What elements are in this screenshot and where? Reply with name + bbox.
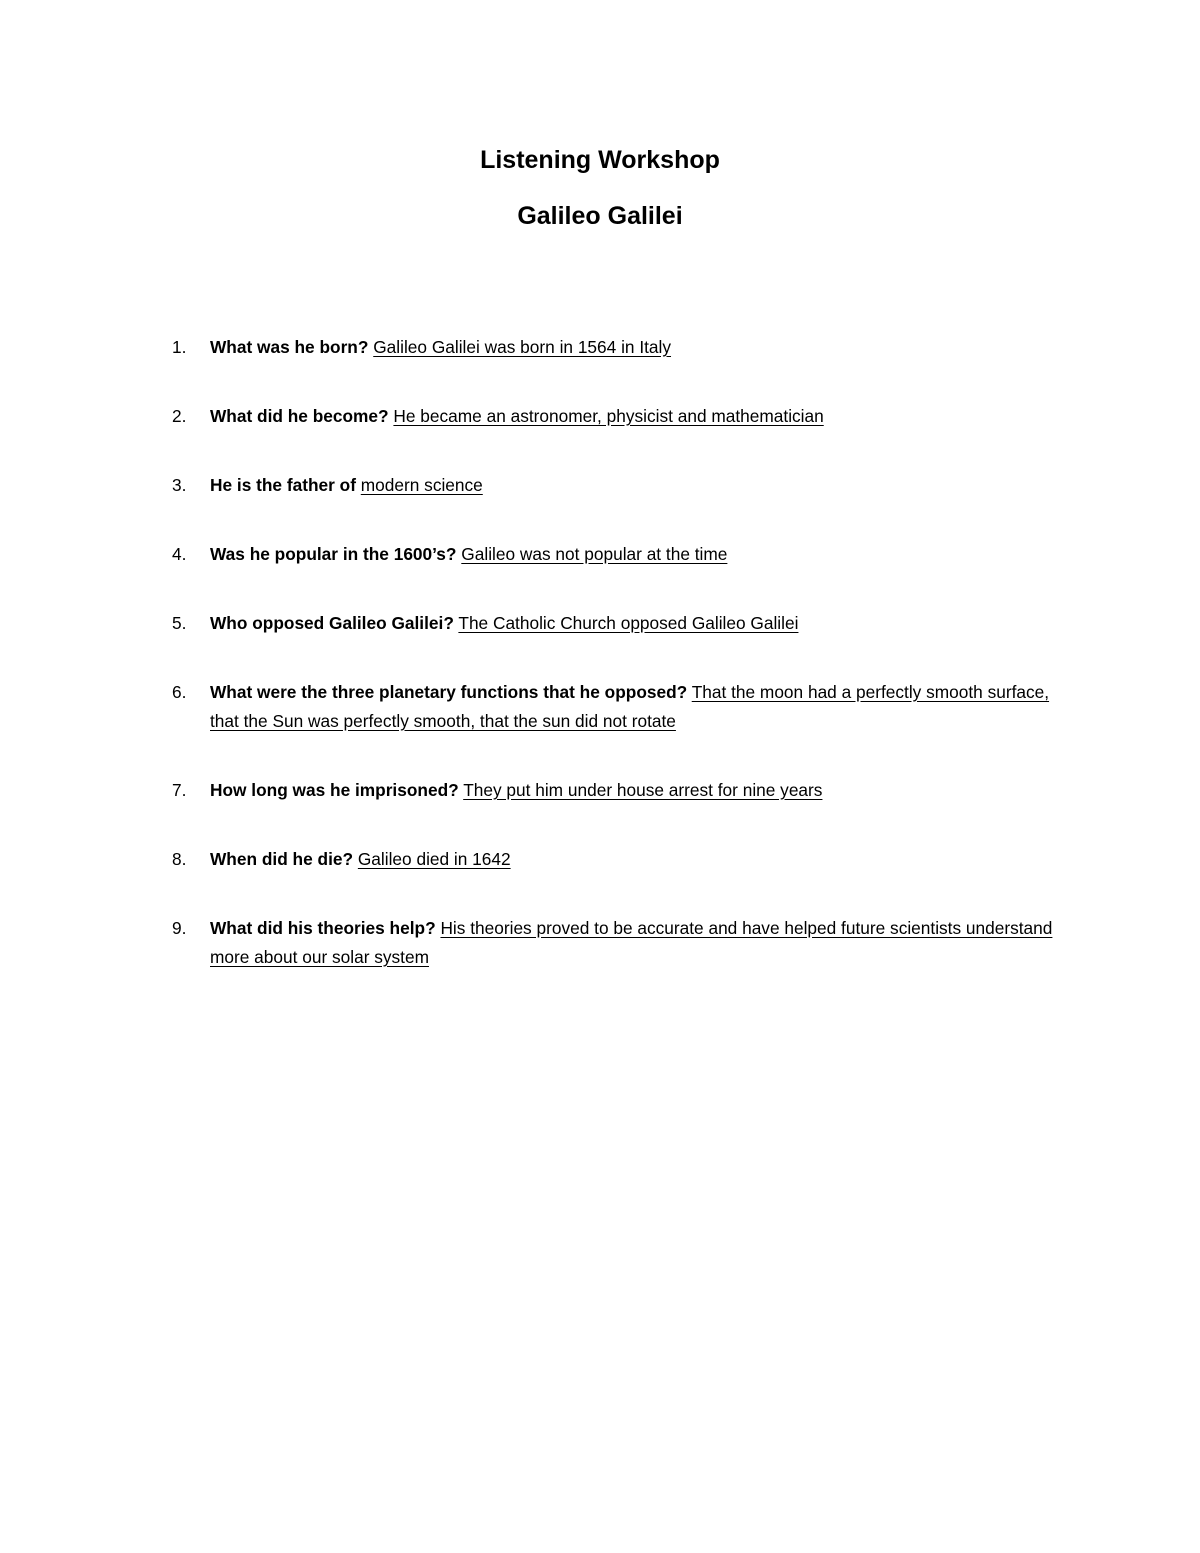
item-number: 8. [172, 849, 187, 869]
answer-text: modern science [360, 475, 483, 495]
question-item [172, 914, 1072, 972]
question-item [172, 678, 1072, 736]
answer-text: His theories proved to be accurate and have helped future scientists understand more about our solar system [210, 918, 1053, 967]
item-number: 4. [172, 544, 187, 564]
question-text: When did he die? [210, 849, 354, 869]
answer-text: They put him under house arrest for nine years [463, 780, 823, 800]
question-text: How long was he imprisoned? [210, 780, 459, 800]
item-number: 3. [172, 475, 187, 495]
item-number: 6. [172, 682, 187, 702]
question-item [172, 471, 1072, 500]
answer-text: Galileo Galilei was born in 1564 in Italy [373, 337, 672, 357]
question-item [172, 776, 1072, 805]
item-number: 1. [172, 337, 187, 357]
item-number: 5. [172, 613, 187, 633]
answer-text: Galileo was not popular at the time [461, 544, 728, 564]
question-text: He is the father of [210, 475, 356, 495]
question-text: What were the three planetary functions that he opposed? [210, 682, 688, 702]
question-item [172, 609, 1072, 638]
question-item [172, 845, 1072, 874]
question-item [172, 540, 1072, 569]
question-text: Who opposed Galileo Galilei? [210, 613, 454, 633]
answer-text: Galileo died in 1642 [357, 849, 511, 869]
answer-text: He became an astronomer, physicist and mathematician [393, 406, 824, 426]
item-number: 9. [172, 918, 187, 938]
answer-text: The Catholic Church opposed Galileo Galilei [458, 613, 799, 633]
document-subtitle: Galileo Galilei [517, 202, 683, 230]
question-item [172, 402, 1072, 431]
question-text: What was he born? [210, 337, 369, 357]
answer-text: That the moon had a perfectly smooth surface, that the Sun was perfectly smooth, that the sun did not rotate [210, 682, 1050, 731]
item-number: 7. [172, 780, 187, 800]
question-text: What did his theories help? [210, 918, 436, 938]
item-number: 2. [172, 406, 187, 426]
document-title: Listening Workshop [480, 146, 720, 174]
question-list [172, 333, 1072, 1012]
question-text: What did he become? [210, 406, 389, 426]
question-item [172, 333, 1072, 362]
question-text: Was he popular in the 1600’s? [210, 544, 457, 564]
